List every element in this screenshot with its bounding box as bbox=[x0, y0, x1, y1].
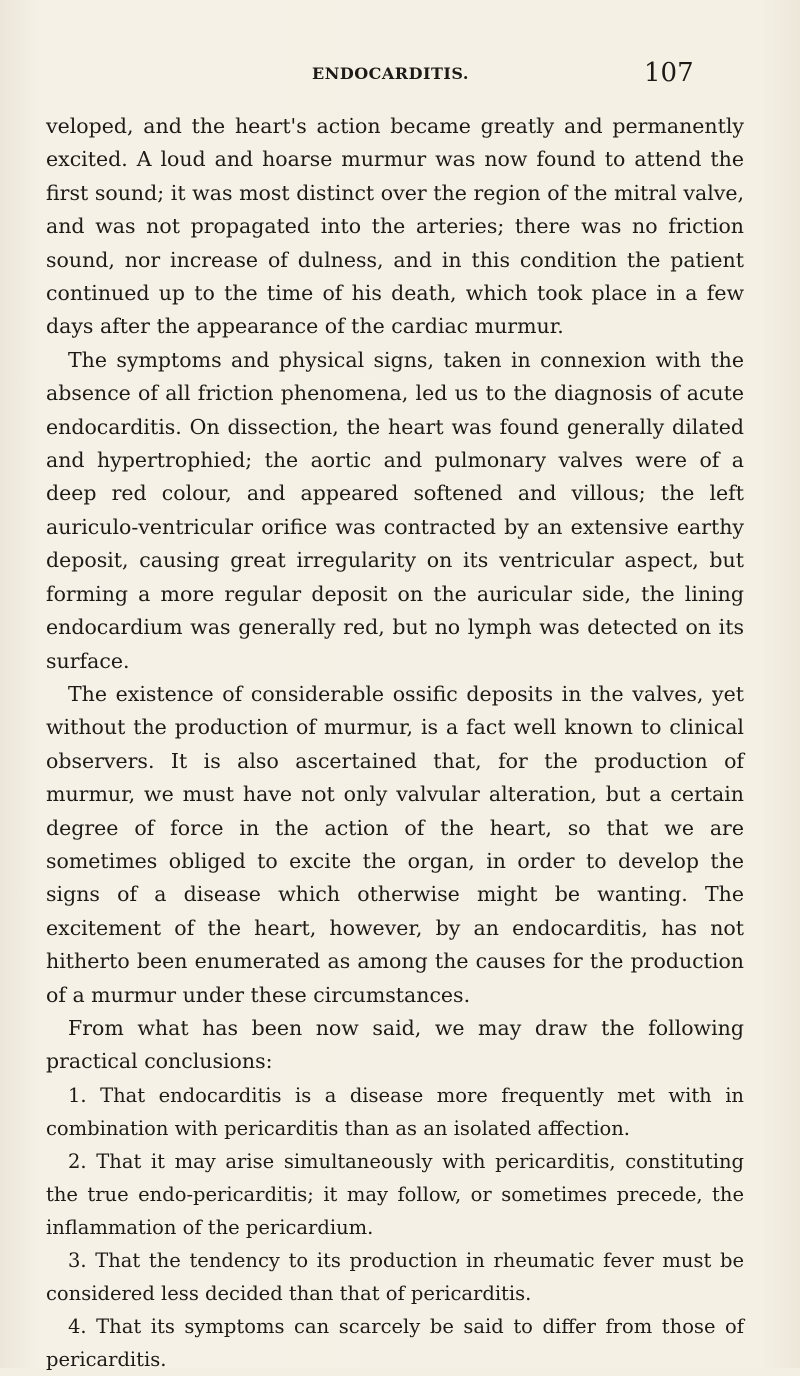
conclusion-item-2: 2. That it may arise simultaneously with pericarditis, constituting the true endo-pericarditis; it may follow, or sometimes precede, the inflammation of the pericardium. bbox=[46, 1149, 744, 1239]
paragraph-diagnosis: The symptoms and physical signs, taken in connexion with the absence of all friction phenomena, led us to the diagnosis of acute endocarditis. On dissection, the heart was found generally dilated and hypertrophied; the aortic and pulmonary valves were of a deep red colour, and appeared softened and villous; the left auriculo-ventricular orifice was contracted by an extensive earthy deposit, causing great irregularity on its ventricular aspect, but forming a more regular deposit on the auricular side, the lining endocardium was generally red, but no lymph was detected on its surface. bbox=[46, 347, 744, 673]
paragraph-ossific-deposits: The existence of considerable ossific deposits in the valves, yet without the production of murmur, is a fact well known to clinical observers. It is also ascertained that, for the production of murmur, we must have not only valvular alteration, but a certain degree of force in the action of the heart, so that we are sometimes obliged to excite the organ, in order to develop the signs of a disease which otherwise might be wanting. The excitement of the heart, however, by an endocarditis, has not hitherto been enumerated as among the causes for the production of a murmur under these circumstances. bbox=[46, 681, 744, 1007]
page-header bbox=[0, 58, 800, 98]
paragraph-conclusions-intro: From what has been now said, we may draw the following practical conclusions: bbox=[46, 1015, 744, 1074]
paragraph-continuation: veloped, and the heart's action became greatly and permanently excited. A loud and hoarse murmur was now found to attend the first sound; it was most distinct over the region of the mitral valve, and was not propagated into the arteries; there was no friction sound, nor increase of dulness, and in this condition the patient continued up to the time of his death, which took place in a few days after the appearance of the cardiac murmur. bbox=[46, 114, 744, 339]
conclusion-item-1: 1. That endocarditis is a disease more frequently met with in combination with pericarditis than as an isolated affection. bbox=[46, 1083, 744, 1140]
running-title: ENDOCARDITIS. bbox=[312, 64, 469, 83]
conclusion-item-3: 3. That the tendency to its production in rheumatic fever must be considered less decided than that of pericarditis. bbox=[46, 1248, 744, 1305]
body-text bbox=[46, 110, 744, 1376]
page-number: 107 bbox=[644, 58, 694, 88]
conclusion-item-4: 4. That its symptoms can scarcely be said to differ from those of pericarditis. bbox=[46, 1314, 744, 1371]
